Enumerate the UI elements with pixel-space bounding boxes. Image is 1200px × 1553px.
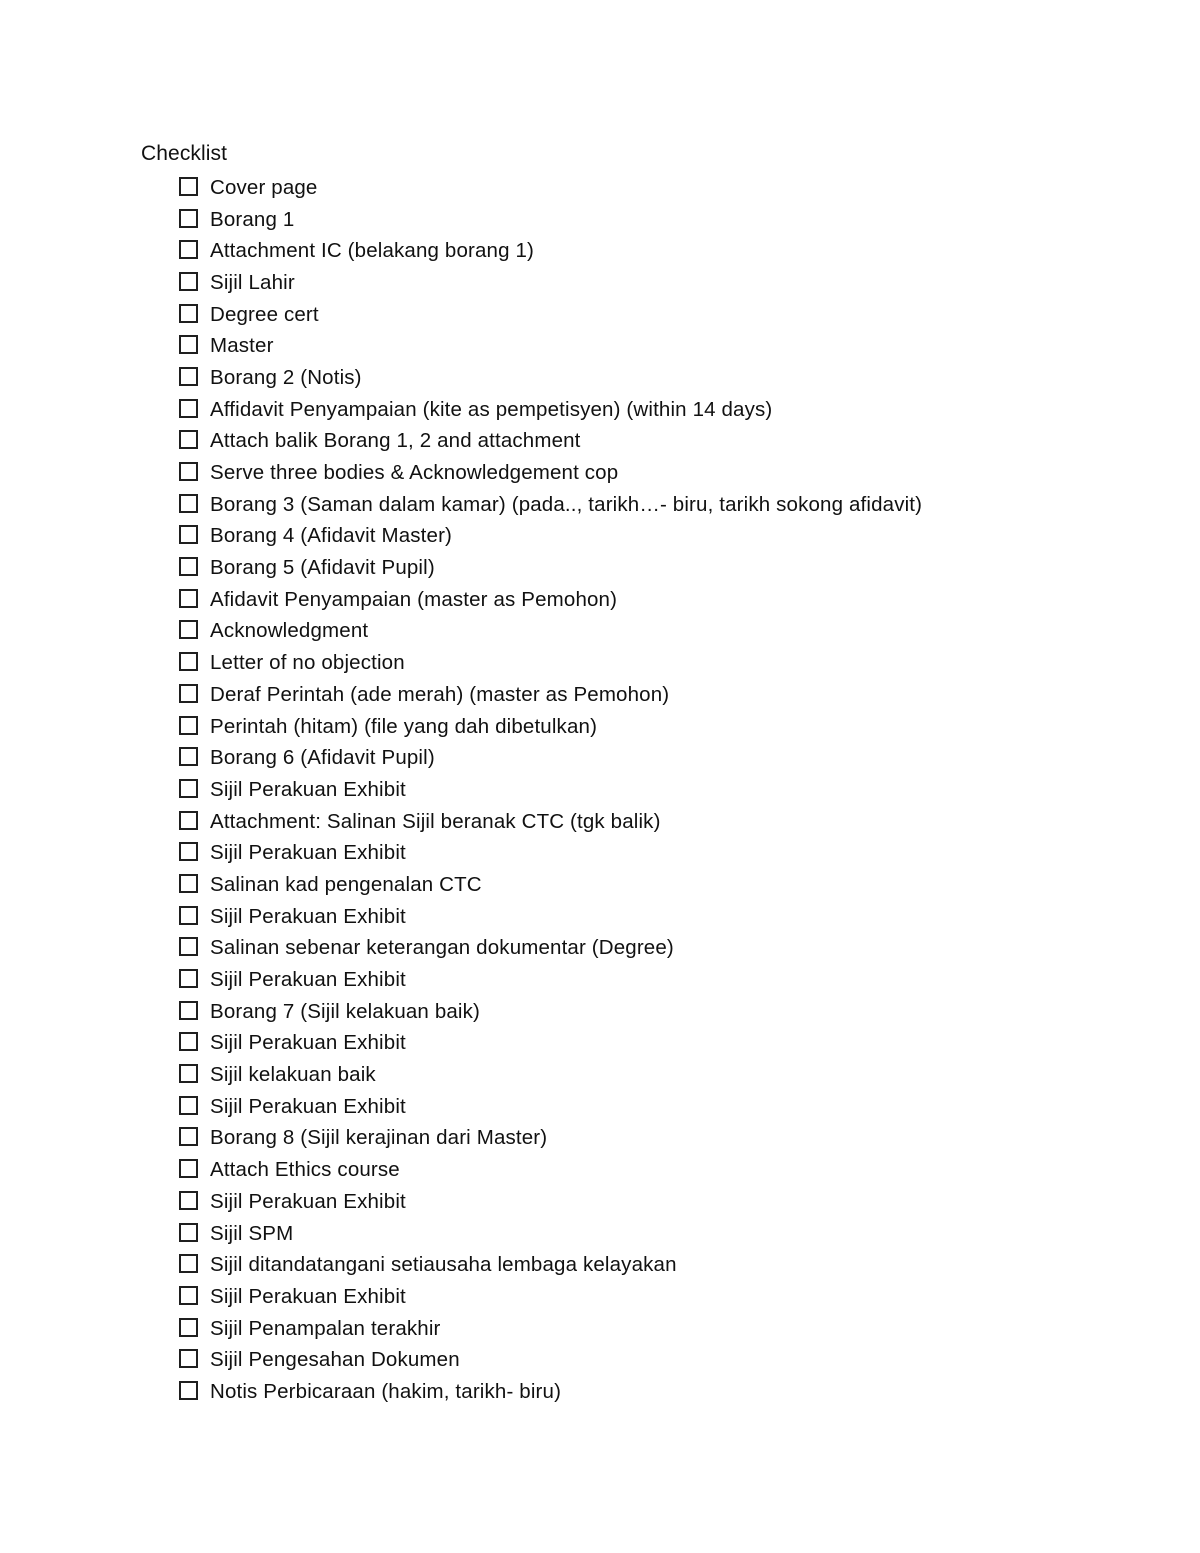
checklist-item-label: Cover page bbox=[210, 175, 318, 199]
checklist-item-label: Sijil SPM bbox=[210, 1221, 294, 1245]
checklist-item-label: Sijil Penampalan terakhir bbox=[210, 1316, 441, 1340]
checklist bbox=[179, 172, 922, 1408]
checklist-item[interactable] bbox=[179, 1091, 922, 1123]
checkbox-icon[interactable] bbox=[179, 462, 198, 481]
checkbox-icon[interactable] bbox=[179, 1349, 198, 1368]
checkbox-icon[interactable] bbox=[179, 1318, 198, 1337]
checkbox-icon[interactable] bbox=[179, 1127, 198, 1146]
checklist-item[interactable] bbox=[179, 647, 922, 679]
checklist-item[interactable] bbox=[179, 996, 922, 1028]
checkbox-icon[interactable] bbox=[179, 842, 198, 861]
checklist-item-label: Acknowledgment bbox=[210, 619, 369, 643]
checklist-item-label: Borang 5 (Afidavit Pupil) bbox=[210, 556, 435, 580]
checklist-item[interactable] bbox=[179, 489, 922, 521]
checklist-item[interactable] bbox=[179, 1123, 922, 1155]
checklist-item-label: Sijil Perakuan Exhibit bbox=[210, 904, 406, 928]
checkbox-icon[interactable] bbox=[179, 1159, 198, 1178]
checklist-item[interactable] bbox=[179, 1028, 922, 1060]
checklist-item-label: Attachment IC (belakang borang 1) bbox=[210, 239, 535, 263]
checklist-item[interactable] bbox=[179, 552, 922, 584]
checkbox-icon[interactable] bbox=[179, 1096, 198, 1115]
checklist-item[interactable] bbox=[179, 1059, 922, 1091]
checkbox-icon[interactable] bbox=[179, 906, 198, 925]
checklist-item-label: Letter of no objection bbox=[210, 651, 405, 675]
checklist-item-label: Perintah (hitam) (file yang dah dibetulkan) bbox=[210, 714, 598, 738]
checklist-item-label: Attachment: Salinan Sijil beranak CTC (tgk balik) bbox=[210, 809, 661, 833]
checkbox-icon[interactable] bbox=[179, 1254, 198, 1273]
checkbox-icon[interactable] bbox=[179, 430, 198, 449]
checklist-item-label: Sijil Perakuan Exhibit bbox=[210, 841, 406, 865]
checklist-item-label: Borang 7 (Sijil kelakuan baik) bbox=[210, 999, 480, 1023]
checklist-item[interactable] bbox=[179, 1186, 922, 1218]
checklist-item-label: Borang 2 (Notis) bbox=[210, 365, 362, 389]
checkbox-icon[interactable] bbox=[179, 1223, 198, 1242]
checklist-item[interactable] bbox=[179, 1376, 922, 1408]
checkbox-icon[interactable] bbox=[179, 1001, 198, 1020]
checklist-item[interactable] bbox=[179, 869, 922, 901]
checklist-item[interactable] bbox=[179, 584, 922, 616]
checklist-item-label: Sijil kelakuan baik bbox=[210, 1063, 376, 1087]
checkbox-icon[interactable] bbox=[179, 399, 198, 418]
checkbox-icon[interactable] bbox=[179, 937, 198, 956]
checkbox-icon[interactable] bbox=[179, 1191, 198, 1210]
checklist-item-label: Borang 4 (Afidavit Master) bbox=[210, 524, 453, 548]
checkbox-icon[interactable] bbox=[179, 811, 198, 830]
checkbox-icon[interactable] bbox=[179, 240, 198, 259]
checklist-item-label: Borang 8 (Sijil kerajinan dari Master) bbox=[210, 1126, 548, 1150]
checkbox-icon[interactable] bbox=[179, 620, 198, 639]
checklist-item-label: Sijil Perakuan Exhibit bbox=[210, 1189, 406, 1213]
checkbox-icon[interactable] bbox=[179, 1064, 198, 1083]
checkbox-icon[interactable] bbox=[179, 525, 198, 544]
checkbox-icon[interactable] bbox=[179, 652, 198, 671]
checkbox-icon[interactable] bbox=[179, 335, 198, 354]
checkbox-icon[interactable] bbox=[179, 304, 198, 323]
checklist-item-label: Serve three bodies & Acknowledgement cop bbox=[210, 461, 619, 485]
checklist-item[interactable] bbox=[179, 1154, 922, 1186]
checklist-item[interactable] bbox=[179, 1344, 922, 1376]
checklist-item-label: Sijil Perakuan Exhibit bbox=[210, 1094, 406, 1118]
checklist-item-label: Sijil Lahir bbox=[210, 270, 295, 294]
checklist-item-label: Master bbox=[210, 334, 274, 358]
checkbox-icon[interactable] bbox=[179, 557, 198, 576]
checklist-item[interactable] bbox=[179, 426, 922, 458]
checklist-item[interactable] bbox=[179, 521, 922, 553]
checklist-item-label: Sijil Perakuan Exhibit bbox=[210, 777, 406, 801]
checklist-item-label: Affidavit Penyampaian (kite as pempetisyen) (within 14 days) bbox=[210, 397, 773, 421]
checklist-item[interactable] bbox=[179, 394, 922, 426]
checklist-item[interactable] bbox=[179, 204, 922, 236]
checklist-item[interactable] bbox=[179, 933, 922, 965]
checkbox-icon[interactable] bbox=[179, 747, 198, 766]
checklist-item[interactable] bbox=[179, 330, 922, 362]
checkbox-icon[interactable] bbox=[179, 494, 198, 513]
checklist-item-label: Notis Perbicaraan (hakim, tarikh- biru) bbox=[210, 1379, 562, 1403]
checklist-item[interactable] bbox=[179, 742, 922, 774]
checkbox-icon[interactable] bbox=[179, 209, 198, 228]
checkbox-icon[interactable] bbox=[179, 684, 198, 703]
checklist-item[interactable] bbox=[179, 901, 922, 933]
checklist-item-label: Sijil Perakuan Exhibit bbox=[210, 1031, 406, 1055]
checklist-item[interactable] bbox=[179, 235, 922, 267]
checklist-item[interactable] bbox=[179, 806, 922, 838]
checklist-item[interactable] bbox=[179, 774, 922, 806]
checklist-item-label: Borang 3 (Saman dalam kamar) (pada.., tarikh…- biru, tarikh sokong afidavit) bbox=[210, 492, 923, 516]
checklist-item[interactable] bbox=[179, 1281, 922, 1313]
checklist-item[interactable] bbox=[179, 457, 922, 489]
checkbox-icon[interactable] bbox=[179, 969, 198, 988]
checklist-item-label: Sijil ditandatangani setiausaha lembaga kelayakan bbox=[210, 1253, 677, 1277]
checklist-item[interactable] bbox=[179, 1313, 922, 1345]
checklist-item[interactable] bbox=[179, 172, 922, 204]
checkbox-icon[interactable] bbox=[179, 1381, 198, 1400]
checkbox-icon[interactable] bbox=[179, 1286, 198, 1305]
checkbox-icon[interactable] bbox=[179, 716, 198, 735]
checkbox-icon[interactable] bbox=[179, 874, 198, 893]
checklist-item[interactable] bbox=[179, 1249, 922, 1281]
checklist-item-label: Sijil Perakuan Exhibit bbox=[210, 1284, 406, 1308]
checklist-item-label: Borang 6 (Afidavit Pupil) bbox=[210, 746, 435, 770]
checklist-item-label: Borang 1 bbox=[210, 207, 295, 231]
checklist-item[interactable] bbox=[179, 299, 922, 331]
checklist-item-label: Deraf Perintah (ade merah) (master as Pemohon) bbox=[210, 682, 670, 706]
checklist-item[interactable] bbox=[179, 837, 922, 869]
checklist-item-label: Sijil Pengesahan Dokumen bbox=[210, 1348, 460, 1372]
checkbox-icon[interactable] bbox=[179, 589, 198, 608]
checklist-item-label: Attach Ethics course bbox=[210, 1158, 400, 1182]
checkbox-icon[interactable] bbox=[179, 1032, 198, 1051]
checkbox-icon[interactable] bbox=[179, 177, 198, 196]
checkbox-icon[interactable] bbox=[179, 367, 198, 386]
checkbox-icon[interactable] bbox=[179, 779, 198, 798]
checklist-item-label: Salinan kad pengenalan CTC bbox=[210, 872, 482, 896]
checklist-item[interactable] bbox=[179, 616, 922, 648]
checklist-item-label: Sijil Perakuan Exhibit bbox=[210, 968, 406, 992]
checklist-item[interactable] bbox=[179, 362, 922, 394]
checklist-item[interactable] bbox=[179, 679, 922, 711]
checklist-item[interactable] bbox=[179, 964, 922, 996]
checklist-item-label: Attach balik Borang 1, 2 and attachment bbox=[210, 429, 581, 453]
checklist-item-label: Degree cert bbox=[210, 302, 319, 326]
checklist-item[interactable] bbox=[179, 267, 922, 299]
checklist-heading: Checklist bbox=[141, 142, 228, 165]
checklist-item-label: Salinan sebenar keterangan dokumentar (Degree) bbox=[210, 936, 674, 960]
checklist-item-label: Afidavit Penyampaian (master as Pemohon) bbox=[210, 587, 618, 611]
checklist-item[interactable] bbox=[179, 1218, 922, 1250]
checkbox-icon[interactable] bbox=[179, 272, 198, 291]
checklist-item[interactable] bbox=[179, 711, 922, 743]
